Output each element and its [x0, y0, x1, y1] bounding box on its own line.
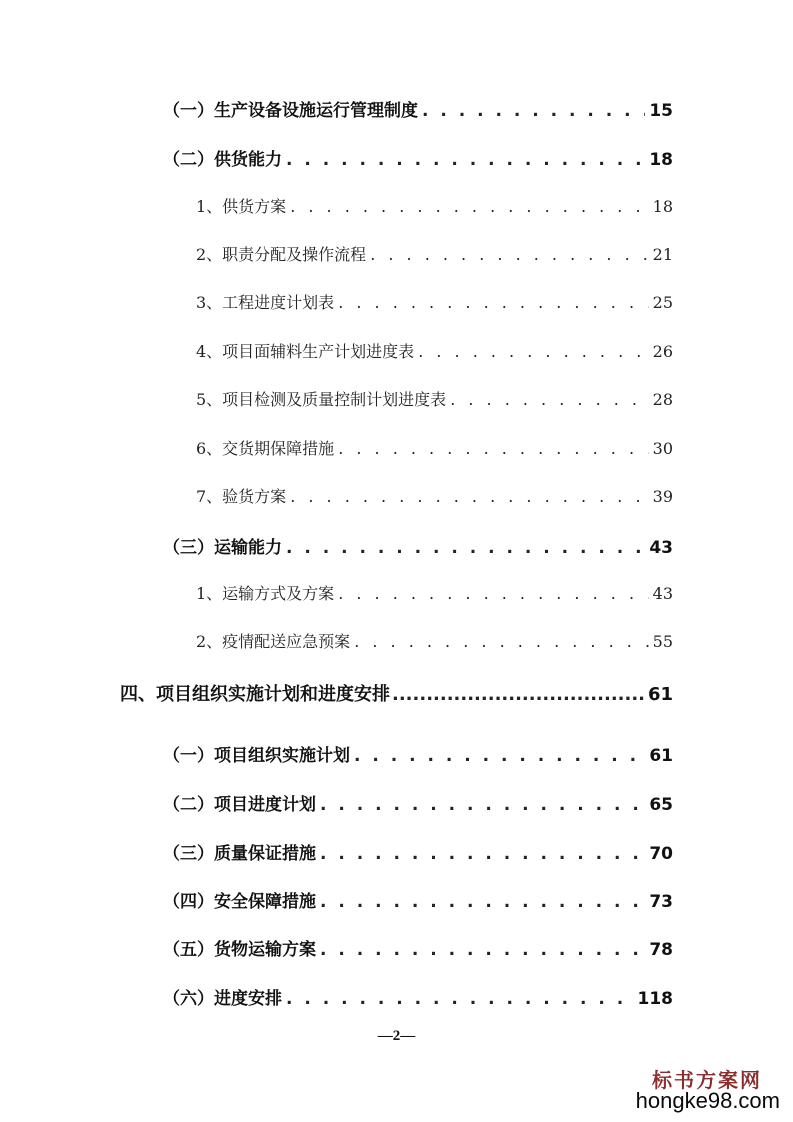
toc-entry-page: 26 — [652, 342, 673, 361]
toc-entry[interactable] — [163, 96, 673, 122]
toc-entry-chapter[interactable] — [120, 680, 673, 708]
toc-entry[interactable] — [196, 629, 673, 655]
toc-entry-page: 70 — [649, 844, 673, 864]
watermark-logo — [635, 1064, 790, 1118]
toc-entry-page: 18 — [649, 150, 673, 170]
toc-entry-page: 28 — [652, 390, 673, 409]
dot-leader — [418, 342, 648, 361]
toc-entry[interactable] — [196, 387, 673, 413]
toc-entry-page: 15 — [649, 101, 673, 121]
toc-entry-title: （五）货物运输方案 — [163, 940, 316, 960]
toc-entry-title: 1、运输方式及方案 — [196, 584, 335, 603]
toc-entry[interactable] — [163, 533, 673, 559]
toc-entry[interactable] — [196, 339, 673, 365]
toc-entry-title: 7、验货方案 — [196, 487, 287, 506]
watermark-brand: 标书方案网 — [652, 1068, 762, 1092]
toc-entry-title: （三）运输能力 — [163, 538, 282, 558]
toc-entry-page: 43 — [649, 538, 673, 558]
toc-entry-page: 61 — [649, 746, 673, 766]
toc-entry-page: 78 — [649, 940, 673, 960]
toc-entry-title: （四）安全保障措施 — [163, 892, 316, 912]
toc-entry-title: 5、项目检测及质量控制计划进度表 — [196, 390, 447, 409]
dot-leader — [392, 684, 646, 705]
toc-entry[interactable] — [196, 194, 673, 220]
toc-entry[interactable] — [196, 242, 673, 268]
toc-entry-page: 21 — [652, 245, 673, 264]
toc-entry-page: 39 — [652, 487, 673, 506]
dot-leader — [320, 795, 645, 815]
dot-leader — [354, 746, 645, 766]
dot-leader — [370, 245, 648, 264]
toc-entry-title: （二）项目进度计划 — [163, 795, 316, 815]
toc-entry-title: 2、疫情配送应急预案 — [196, 632, 351, 651]
dot-leader — [338, 584, 648, 603]
toc-entry-title: 1、供货方案 — [196, 197, 287, 216]
toc-entry[interactable] — [163, 145, 673, 171]
toc-entry[interactable] — [163, 935, 673, 961]
toc-entry-title: （一）项目组织实施计划 — [163, 746, 350, 766]
toc-entry-page: 55 — [652, 632, 673, 651]
dot-leader — [422, 101, 645, 121]
dot-leader — [286, 150, 645, 170]
dot-leader — [286, 989, 634, 1009]
toc-entry-page: 30 — [652, 439, 673, 458]
toc-entry-title: （二）供货能力 — [163, 150, 282, 170]
toc-entry[interactable] — [163, 984, 673, 1010]
toc-entry-page: 43 — [652, 584, 673, 603]
watermark-url: hongke98.com — [635, 1088, 780, 1113]
dot-leader — [290, 197, 648, 216]
toc-entry[interactable] — [196, 290, 673, 316]
toc-entry-page: 18 — [652, 197, 673, 216]
toc-entry[interactable] — [163, 790, 673, 816]
dot-leader — [286, 538, 645, 558]
toc-entry-title: （三）质量保证措施 — [163, 844, 316, 864]
toc-entry[interactable] — [163, 887, 673, 913]
toc-entry[interactable] — [163, 839, 673, 865]
toc-entry[interactable] — [196, 581, 673, 607]
toc-entry-page: 65 — [649, 795, 673, 815]
toc-entry-page: 118 — [637, 989, 673, 1009]
toc-entry-title: （六）进度安排 — [163, 989, 282, 1009]
toc-entry-title: 四、项目组织实施计划和进度安排 — [120, 684, 390, 705]
dot-leader — [338, 439, 648, 458]
dot-leader — [450, 390, 648, 409]
toc-entry-page: 61 — [647, 684, 673, 705]
dot-leader — [320, 892, 645, 912]
dot-leader — [354, 632, 648, 651]
dot-leader — [320, 940, 645, 960]
toc-entry-page: 25 — [652, 293, 673, 312]
toc-entry-title: 4、项目面辅料生产计划进度表 — [196, 342, 415, 361]
dot-leader — [290, 487, 648, 506]
toc-entry[interactable] — [196, 436, 673, 462]
toc-entry-title: 2、职责分配及操作流程 — [196, 245, 367, 264]
dot-leader — [320, 844, 645, 864]
toc-entry-title: （一）生产设备设施运行管理制度 — [163, 101, 418, 121]
toc-entry-title: 3、工程进度计划表 — [196, 293, 335, 312]
toc-entry[interactable] — [163, 741, 673, 767]
dot-leader — [338, 293, 648, 312]
toc-entry-title: 6、交货期保障措施 — [196, 439, 335, 458]
toc-entry-page: 73 — [649, 892, 673, 912]
toc-entry[interactable] — [196, 484, 673, 510]
page-number: —2— — [377, 1028, 416, 1044]
